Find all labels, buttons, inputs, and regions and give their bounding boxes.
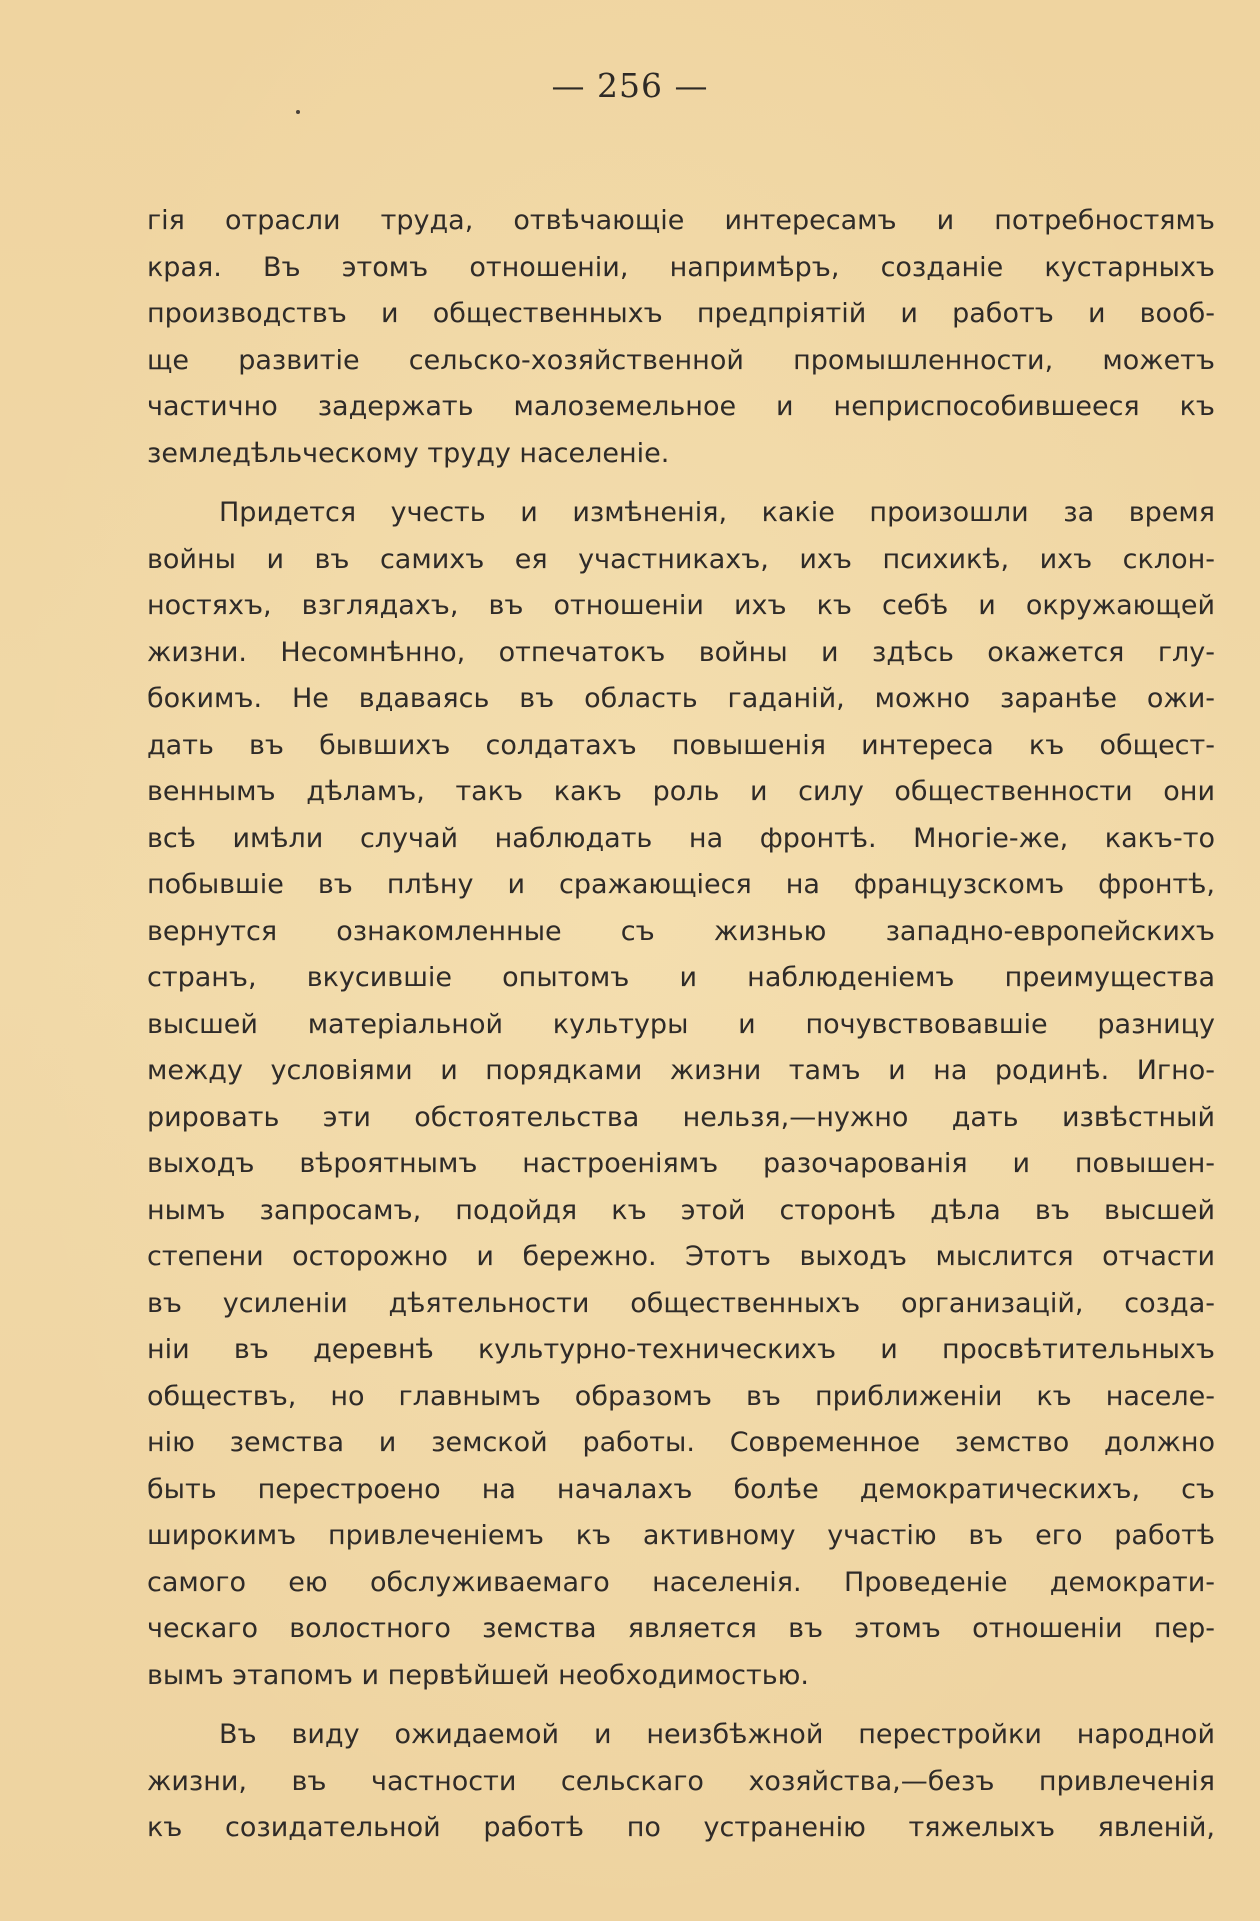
- text-line: рировать эти обстоятельства нельзя,—нужно дать извѣстный: [147, 1101, 1215, 1133]
- paragraph-2: [147, 490, 1215, 1699]
- text-line: быть перестроено на началахъ болѣе демократическихъ, съ: [147, 1473, 1215, 1505]
- text-line: степени осторожно и бережно. Этотъ выходъ мыслится отчасти: [147, 1241, 1215, 1272]
- text-line: обществъ, но главнымъ образомъ въ приближеніи къ населе-: [147, 1380, 1215, 1412]
- text-line: края. Въ этомъ отношеніи, напримѣръ, созданіе кустарныхъ: [147, 251, 1215, 283]
- text-line: частично задержать малоземельное и неприспособившееся къ: [147, 391, 1215, 422]
- text-line: нымъ запросамъ, подойдя къ этой сторонѣ дѣла въ высшей: [147, 1194, 1215, 1226]
- text-line: странъ, вкусившіе опытомъ и наблюденіемъ преимущества: [147, 962, 1215, 993]
- text-line: жизни, въ частности сельскаго хозяйства,—безъ привлеченія: [147, 1765, 1215, 1797]
- text-line: въ усиленіи дѣятельности общественныхъ организацій, созда-: [147, 1287, 1215, 1319]
- text-line: Въ виду ожидаемой и неизбѣжной перестройки народной: [219, 1719, 1215, 1750]
- text-line: ще развитіе сельско-хозяйственной промышленности, можетъ: [147, 344, 1215, 376]
- text-line: производствъ и общественныхъ предпріятій и работъ и вооб-: [147, 298, 1215, 329]
- text-line: Придется учесть и измѣненія, какіе произошли за время: [219, 497, 1215, 528]
- text-line: веннымъ дѣламъ, такъ какъ роль и силу общественности они: [147, 776, 1215, 807]
- text-line: вернутся ознакомленные съ жизнью западно-европейскихъ: [147, 915, 1215, 947]
- text-line: выходъ вѣроятнымъ настроеніямъ разочарованія и повышен-: [147, 1148, 1215, 1179]
- print-speck: [296, 110, 300, 114]
- text-line: гія отрасли труда, отвѣчающіе интересамъ и потребностямъ: [147, 205, 1215, 236]
- text-line: земледѣльческому труду населеніе.: [147, 437, 670, 469]
- text-line: всѣ имѣли случай наблюдать на фронтѣ. Многіе-же, какъ-то: [147, 822, 1215, 854]
- text-line: побывшіе въ плѣну и сражающіеся на французскомъ фронтѣ,: [147, 869, 1215, 900]
- text-line: высшей матеріальной культуры и почувствовавшіе разницу: [147, 1008, 1215, 1040]
- text-line: между условіями и порядками жизни тамъ и на родинѣ. Игно-: [147, 1055, 1215, 1086]
- text-line: ностяхъ, взглядахъ, въ отношеніи ихъ къ себѣ и окружающей: [147, 590, 1215, 621]
- text-line: бокимъ. Не вдаваясь въ область гаданій, можно заранѣе ожи-: [147, 683, 1215, 714]
- text-line: вымъ этапомъ и первѣйшей необходимостью.: [147, 1659, 809, 1691]
- text-line: самого ею обслуживаемаго населенія. Проведеніе демократи-: [147, 1566, 1215, 1598]
- text-line: къ созидательной работѣ по устраненію тяжелыхъ явленій,: [147, 1812, 1215, 1843]
- text-line: войны и въ самихъ ея участникахъ, ихъ психикѣ, ихъ склон-: [147, 543, 1215, 575]
- text-line: жизни. Несомнѣнно, отпечатокъ войны и здѣсь окажется глу-: [147, 636, 1215, 668]
- text-line: широкимъ привлеченіемъ къ активному участію въ его работѣ: [147, 1520, 1215, 1551]
- text-line: ніи въ деревнѣ культурно-техническихъ и просвѣтительныхъ: [147, 1334, 1215, 1365]
- paragraph-3: [147, 1712, 1215, 1852]
- paragraph-1: [147, 198, 1215, 477]
- text-line: ческаго волостного земства является въ этомъ отношеніи пер-: [147, 1613, 1215, 1644]
- page-number: — 256 —: [551, 66, 709, 105]
- text-line: дать въ бывшихъ солдатахъ повышенія интереса къ общест-: [147, 729, 1215, 761]
- text-line: нію земства и земской работы. Современное земство должно: [147, 1427, 1215, 1458]
